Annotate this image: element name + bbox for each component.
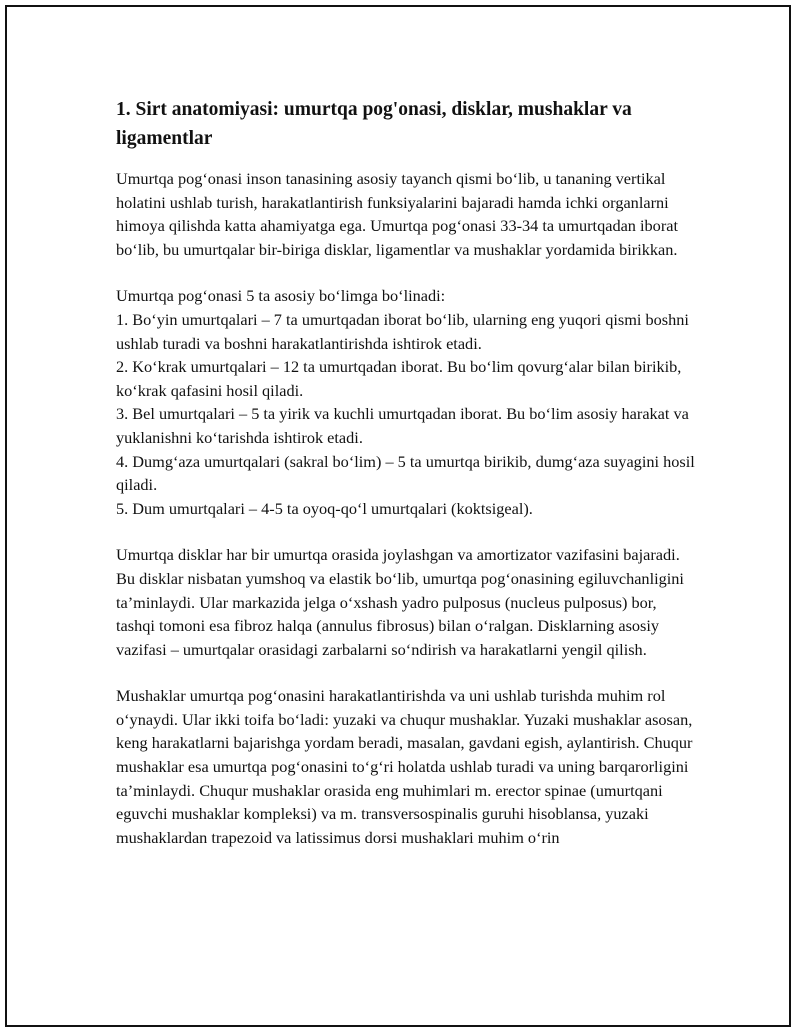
document-body (116, 95, 696, 872)
list-item-cervical: 1. Bo‘yin umurtqalari – 7 ta umurtqadan iborat bo‘lib, ularning eng yuqori qismi boshni ushlab turadi va boshni harakatlantirishda ishtirok etadi. (116, 309, 689, 353)
list-item-thoracic: 2. Ko‘krak umurtqalari – 12 ta umurtqadan iborat. Bu bo‘lim qovurg‘alar bilan birikib, ko‘krak qafasini hosil qiladi. (116, 357, 682, 400)
paragraph-spine-intro: Umurtqa pog‘onasi inson tanasining asosiy tayanch qismi bo‘lib, u tananing vertikal holatini ushlab turish, harakatlantirish funksiyalarini bajaradi hamda ichki organlarni himoya qilishda katta ahamiyatga ega. Umurtqa pog‘onasi 33-34 ta umurtqadan iborat bo‘lib, bu umurtqalar bir-biriga disklar, ligamentlar va mushaklar yordamida birikkan. (116, 169, 678, 259)
list-intro: Umurtqa pog‘onasi 5 ta asosiy bo‘limga bo‘linadi: (116, 286, 446, 306)
list-item-lumbar: 3. Bel umurtqalari – 5 ta yirik va kuchli umurtqadan iborat. Bu bo‘lim asosiy harakat va yuklanishni ko‘tarishda ishtirok etadi. (116, 404, 689, 447)
section-heading: 1. Sirt anatomiyasi: umurtqa pog'onasi, disklar, mushaklar va ligamentlar (116, 99, 632, 149)
paragraph-muscles: Mushaklar umurtqa pog‘onasini harakatlantirishda va uni ushlab turishda muhim rol o‘ynaydi. Ular ikki toifa bo‘ladi: yuzaki va chuqur mushaklar. Yuzaki mushaklar asosan, keng harakatlarni bajarishga yordam beradi, masalan, gavdani egish, aylantirish. Chuqur mushaklar esa umurtqa pog‘onasini to‘g‘ri holatda ushlab turadi va uning barqarorligini ta’minlaydi. Chuqur mushaklar orasida eng muhimlari m. erector spinae (umurtqani eguvchi mushaklar kompleksi) va m. transversospinalis guruhi hisoblansa, yuzaki mushaklardan trapezoid va latissimus dorsi mushaklari muhim o‘rin (116, 686, 693, 847)
list-item-coccygeal: 5. Dum umurtqalari – 4-5 ta oyoq-qo‘l umurtqalari (koktsigeal). (116, 498, 533, 518)
paragraph-discs: Umurtqa disklar har bir umurtqa orasida joylashgan va amortizator vazifasini bajaradi. Bu disklar nisbatan yumshoq va elastik bo‘lib, umurtqa pog‘onasining egiluvchanligini ta’minlaydi. Ular markazida jelga o‘xshash yadro pulposus (nucleus pulposus) bor, tashqi tomoni esa fibroz halqa (annulus fibrosus) bilan o‘ralgan. Disklarning asosiy vazifasi – umurtqalar orasidagi zarbalarni so‘ndirish va harakatlarni yengil qilish. (116, 545, 684, 659)
spine-sections-list (116, 284, 696, 520)
list-item-sacral: 4. Dumg‘aza umurtqalari (sakral bo‘lim) – 5 ta umurtqa birikib, dumg‘aza suyagini hosil qiladi. (116, 451, 695, 495)
